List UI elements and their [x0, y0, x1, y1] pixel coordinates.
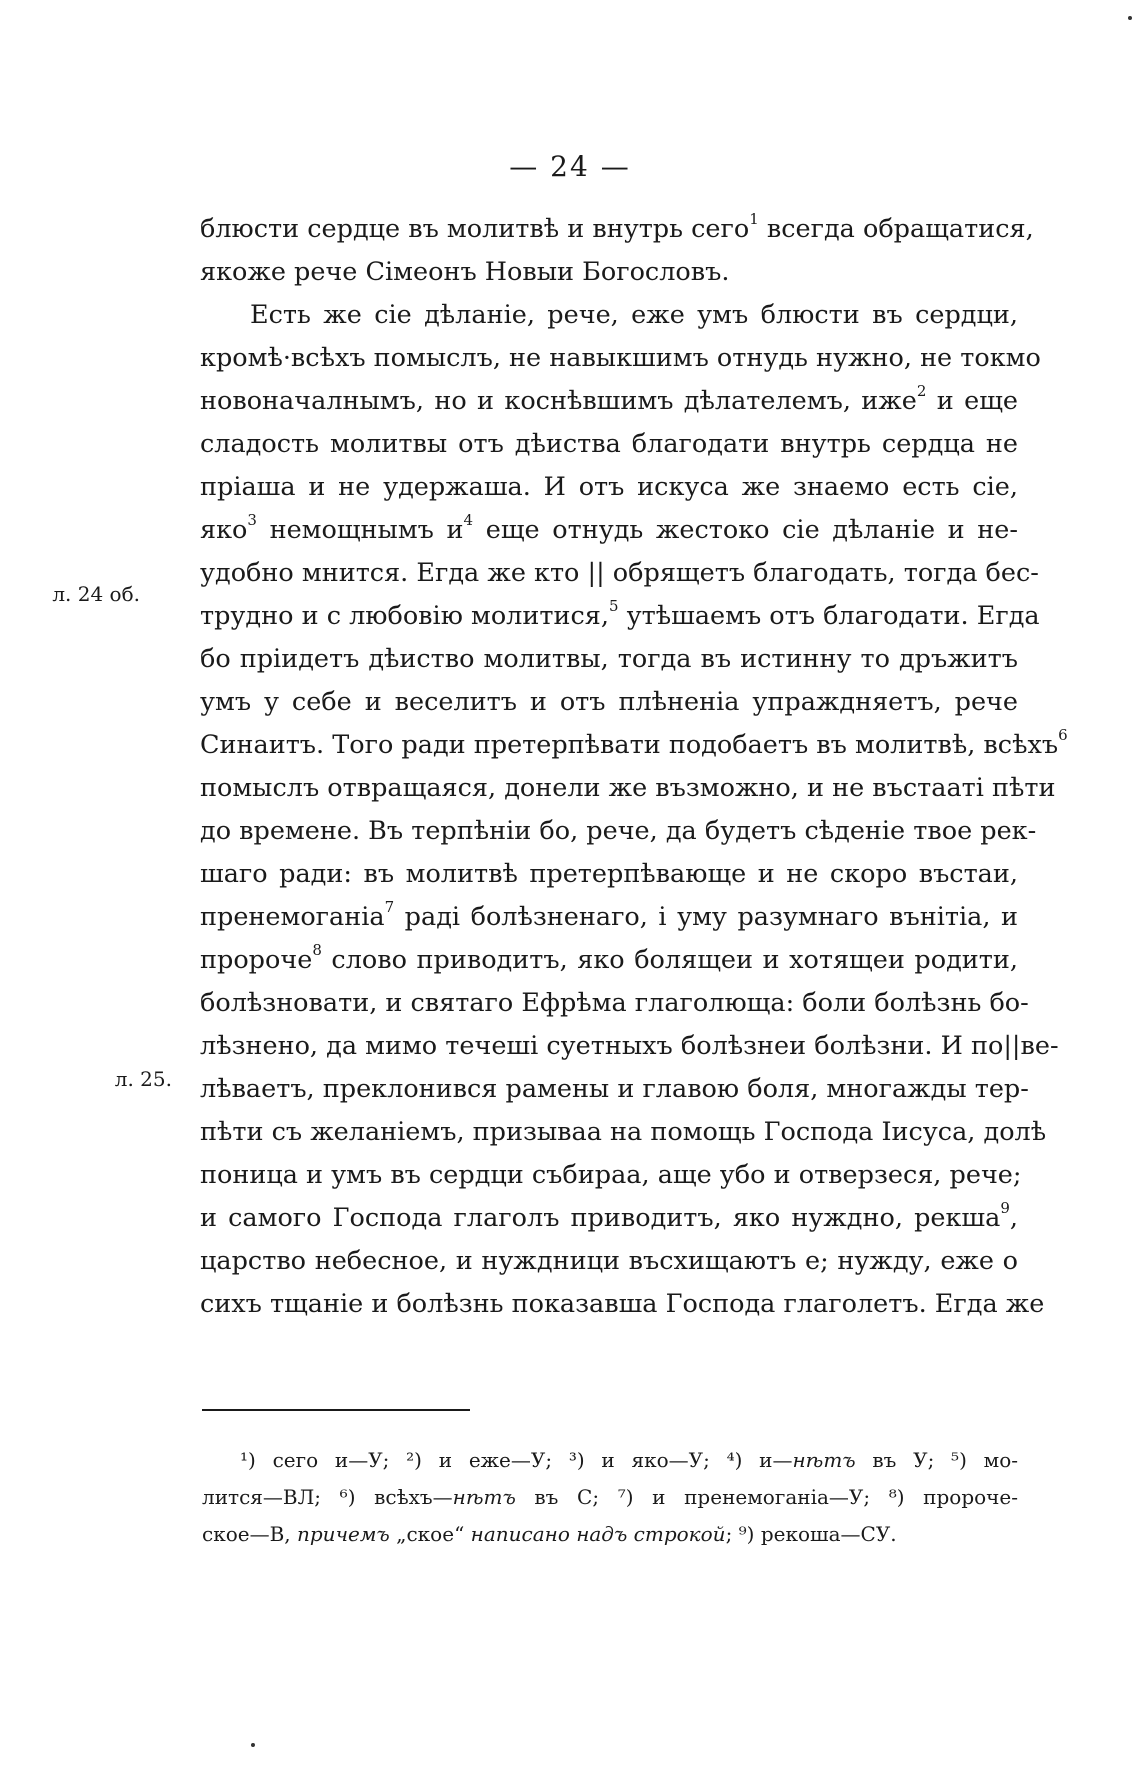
text-line — [200, 251, 1018, 294]
text-line — [200, 724, 1068, 767]
text-span: лѣзнено, да мимо течеші суетныхъ болѣзнеи болѣзни. И по||ве- — [200, 1031, 1059, 1061]
footnote-text: въ У; ⁵) мо- — [855, 1448, 1018, 1472]
text-span: шаго ради: въ молитвѣ претерпѣвающе и не скоро въстаи, — [200, 859, 1018, 889]
text-line — [200, 1111, 1047, 1154]
footnote-italic: написано надъ строкой — [470, 1522, 726, 1546]
text-span: кромѣ·всѣхъ помыслъ, не навыкшимъ отнудь нужно, не токмо — [200, 343, 1041, 373]
text-span: царство небесное, и нуждници въсхищаютъ е; нужду, еже о — [200, 1246, 1018, 1276]
text-line — [200, 294, 1018, 337]
footnote-line — [202, 1516, 1018, 1553]
text-line — [200, 337, 1041, 380]
text-span: якоже рече Сімеонъ Новыи Богословъ. — [200, 257, 730, 287]
text-span: Есть же сіе дѣланіе, рече, еже умъ блюсти въ сердци, — [250, 300, 1018, 330]
text-line — [200, 681, 1018, 724]
scan-speck — [251, 1743, 255, 1747]
text-line — [200, 810, 1037, 853]
text-span: пренемоганіа — [200, 902, 385, 932]
footnote-marker: 3 — [247, 510, 257, 529]
text-span: всегда обращатися, — [758, 214, 1034, 244]
footnote-italic: причемъ — [297, 1522, 390, 1546]
footnote-marker: 7 — [384, 897, 395, 916]
footnote-text: въ С; ⁷) и пренемоганіа—У; ⁸) пророче- — [515, 1485, 1018, 1509]
text-span: болѣзновати, и святаго Ефрѣма глаголюща: боли болѣзнь бо- — [200, 988, 1029, 1018]
text-line — [200, 595, 1040, 638]
text-span: и еще — [926, 386, 1018, 416]
scan-speck — [1128, 16, 1132, 20]
text-line — [200, 1197, 1018, 1240]
page-number: — 24 — — [509, 150, 631, 183]
footnote-rule — [202, 1409, 470, 1411]
text-line — [200, 552, 1039, 595]
text-line — [200, 896, 1018, 939]
text-span: бо пріидетъ дѣиство молитвы, тогда въ истинну то дръжитъ — [200, 644, 1018, 674]
text-span: слово приводитъ, яко болящеи и хотящеи родити, — [321, 945, 1018, 975]
footnote-marker: 5 — [608, 596, 619, 615]
text-span: пророче — [200, 945, 313, 975]
text-span: сихъ тщаніе и болѣзнь показавша Господа глаголетъ. Егда же — [200, 1289, 1045, 1319]
marginal-folio-note: л. 24 об. — [52, 582, 140, 606]
text-span: сладость молитвы отъ дѣиства благодати внутрь сердца не — [200, 429, 1018, 459]
footnote-marker: 2 — [916, 381, 927, 400]
footnote-text: ское—В, — [202, 1522, 297, 1546]
footnote-marker: 1 — [749, 209, 759, 228]
footnote-marker: 4 — [463, 510, 474, 529]
text-line — [200, 466, 1018, 509]
text-span: блюсти сердце въ молитвѣ и внутрь сего — [200, 214, 750, 244]
text-span: и самого Господа глаголъ приводитъ, яко нуждно, рекша — [200, 1203, 1001, 1233]
text-span: до времене. Въ терпѣніи бо, рече, да будетъ сѣденіе твое рек- — [200, 816, 1037, 846]
marginal-folio-note: л. 25. — [114, 1067, 172, 1091]
text-line — [200, 208, 1034, 251]
text-line — [200, 638, 1018, 681]
text-line — [200, 939, 1018, 982]
footnote-marker: 6 — [1058, 725, 1068, 744]
text-line — [200, 380, 1018, 423]
text-line — [200, 1025, 1059, 1068]
footnote-text: ¹) сего и—У; ²) и еже—У; ³) и яко—У; ⁴) и— — [240, 1448, 793, 1472]
text-line — [200, 767, 1056, 810]
text-span: яко — [200, 515, 248, 545]
footnotes — [202, 1442, 1018, 1553]
footnote-italic: нѣтъ — [452, 1485, 516, 1509]
footnote-text: „ское“ — [389, 1522, 471, 1546]
text-span: лѣваетъ, преклонився рамены и главою боля, многажды тер- — [200, 1074, 1029, 1104]
footnote-italic: нѣтъ — [792, 1448, 856, 1472]
text-line — [200, 1154, 1022, 1197]
footnote-marker: 9 — [1000, 1198, 1010, 1217]
text-span: поница и умъ въ сердци събираа, аще убо и отверзеся, рече; — [200, 1160, 1022, 1190]
text-span: пѣти съ желаніемъ, призываа на помощь Господа Іисуса, долѣ — [200, 1117, 1047, 1147]
text-span: новоначалнымъ, но и коснѣвшимъ дѣлателемъ, иже — [200, 386, 917, 416]
text-line — [200, 853, 1018, 896]
text-span: трудно и с любовію молитися, — [200, 601, 609, 631]
footnote-line — [240, 1442, 1018, 1479]
text-span: раді болѣзненаго, і уму разумнаго вънітіа, и — [394, 902, 1018, 932]
text-span: еще отнудь жестоко сіе дѣланіе и не- — [473, 515, 1019, 545]
text-line — [200, 423, 1018, 466]
text-span: помыслъ отвращаяся, донели же възможно, и не въстаатi пѣти — [200, 773, 1056, 803]
body-text — [200, 208, 1068, 1326]
text-line — [200, 1068, 1029, 1111]
footnote-text: ; ⁹) рекоша—СУ. — [725, 1522, 897, 1546]
text-line — [200, 1283, 1045, 1326]
footnote-line — [202, 1479, 1018, 1516]
text-span: Синаитъ. Того ради претерпѣвати подобаетъ въ молитвѣ, всѣхъ — [200, 730, 1059, 760]
text-span: умъ у себе и веселитъ и отъ плѣненіа упраждняетъ, рече — [200, 687, 1018, 717]
text-span: пріаша и не удержаша. И отъ искуса же знаемо есть сіе, — [200, 472, 1018, 502]
text-line — [200, 1240, 1018, 1283]
text-span: удобно мнится. Егда же кто || обрящетъ благодать, тогда бес- — [200, 558, 1039, 588]
footnote-marker: 8 — [312, 940, 322, 959]
text-span: , — [1009, 1203, 1018, 1233]
text-line — [200, 982, 1029, 1025]
text-line — [200, 509, 1018, 552]
footnote-text: лится—ВЛ; ⁶) всѣхъ— — [202, 1485, 453, 1509]
text-span: немощнымъ и — [256, 515, 464, 545]
text-span: утѣшаемъ отъ благодати. Егда — [618, 601, 1040, 631]
